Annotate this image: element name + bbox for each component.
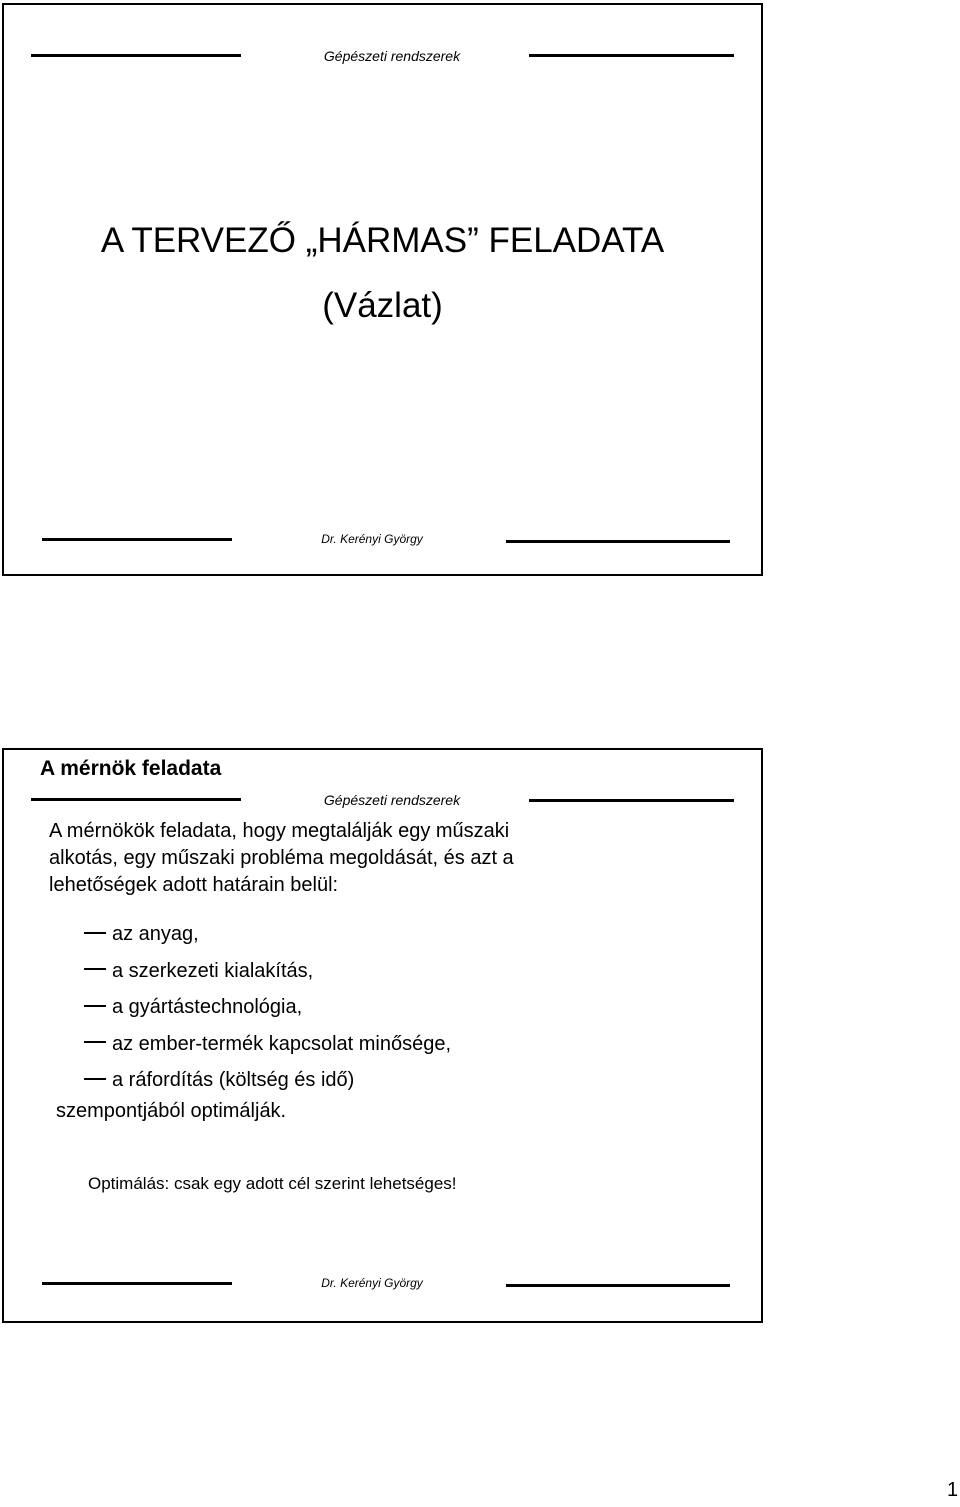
intro-line: A mérnökök feladata, hogy megtalálják egy műszaki bbox=[49, 820, 510, 842]
dash-bullet-icon bbox=[84, 1078, 106, 1080]
slide-footer: Dr. Kerényi György bbox=[321, 532, 423, 546]
intro-line: lehetőségek adott határain belül: bbox=[49, 874, 339, 896]
footer-rule-left bbox=[42, 1282, 232, 1285]
dash-bullet-icon bbox=[84, 968, 106, 970]
presentation-subtitle: (Vázlat) bbox=[322, 286, 443, 325]
slide-header: Gépészeti rendszerek bbox=[323, 48, 461, 64]
criteria-list bbox=[84, 916, 451, 1099]
intro-line: alkotás, egy műszaki probléma megoldását, és azt a bbox=[49, 847, 514, 869]
slide-header: Gépészeti rendszerek bbox=[323, 792, 461, 808]
list-item: a szerkezeti kialakítás, bbox=[84, 953, 451, 990]
header-rule-right bbox=[529, 54, 734, 57]
slide-engineer-task bbox=[2, 748, 763, 1323]
slide-title bbox=[2, 3, 763, 576]
presentation-title: A TERVEZŐ „HÁRMAS” FELADATA bbox=[100, 221, 665, 260]
footer-rule-right bbox=[506, 540, 730, 543]
list-item: az anyag, bbox=[84, 916, 451, 953]
optimization-note: Optimálás: csak egy adott cél szerint lehetséges! bbox=[88, 1174, 457, 1193]
slide-title: A mérnök feladata bbox=[40, 757, 222, 780]
footer-rule-right bbox=[506, 1284, 730, 1287]
header-rule-right bbox=[529, 799, 734, 802]
page-number: 1 bbox=[947, 1479, 959, 1501]
slide-footer: Dr. Kerényi György bbox=[321, 1276, 423, 1290]
dash-bullet-icon bbox=[84, 932, 106, 934]
header-rule-left bbox=[31, 798, 241, 801]
closing-line: szempontjából optimálják. bbox=[56, 1100, 287, 1122]
list-item: a gyártástechnológia, bbox=[84, 989, 451, 1026]
dash-bullet-icon bbox=[84, 1005, 106, 1007]
dash-bullet-icon bbox=[84, 1041, 106, 1043]
header-rule-left bbox=[31, 54, 241, 57]
list-item: a ráfordítás (költség és idő) bbox=[84, 1062, 451, 1099]
footer-rule-left bbox=[42, 538, 232, 541]
list-item: az ember-termék kapcsolat minősége, bbox=[84, 1026, 451, 1063]
